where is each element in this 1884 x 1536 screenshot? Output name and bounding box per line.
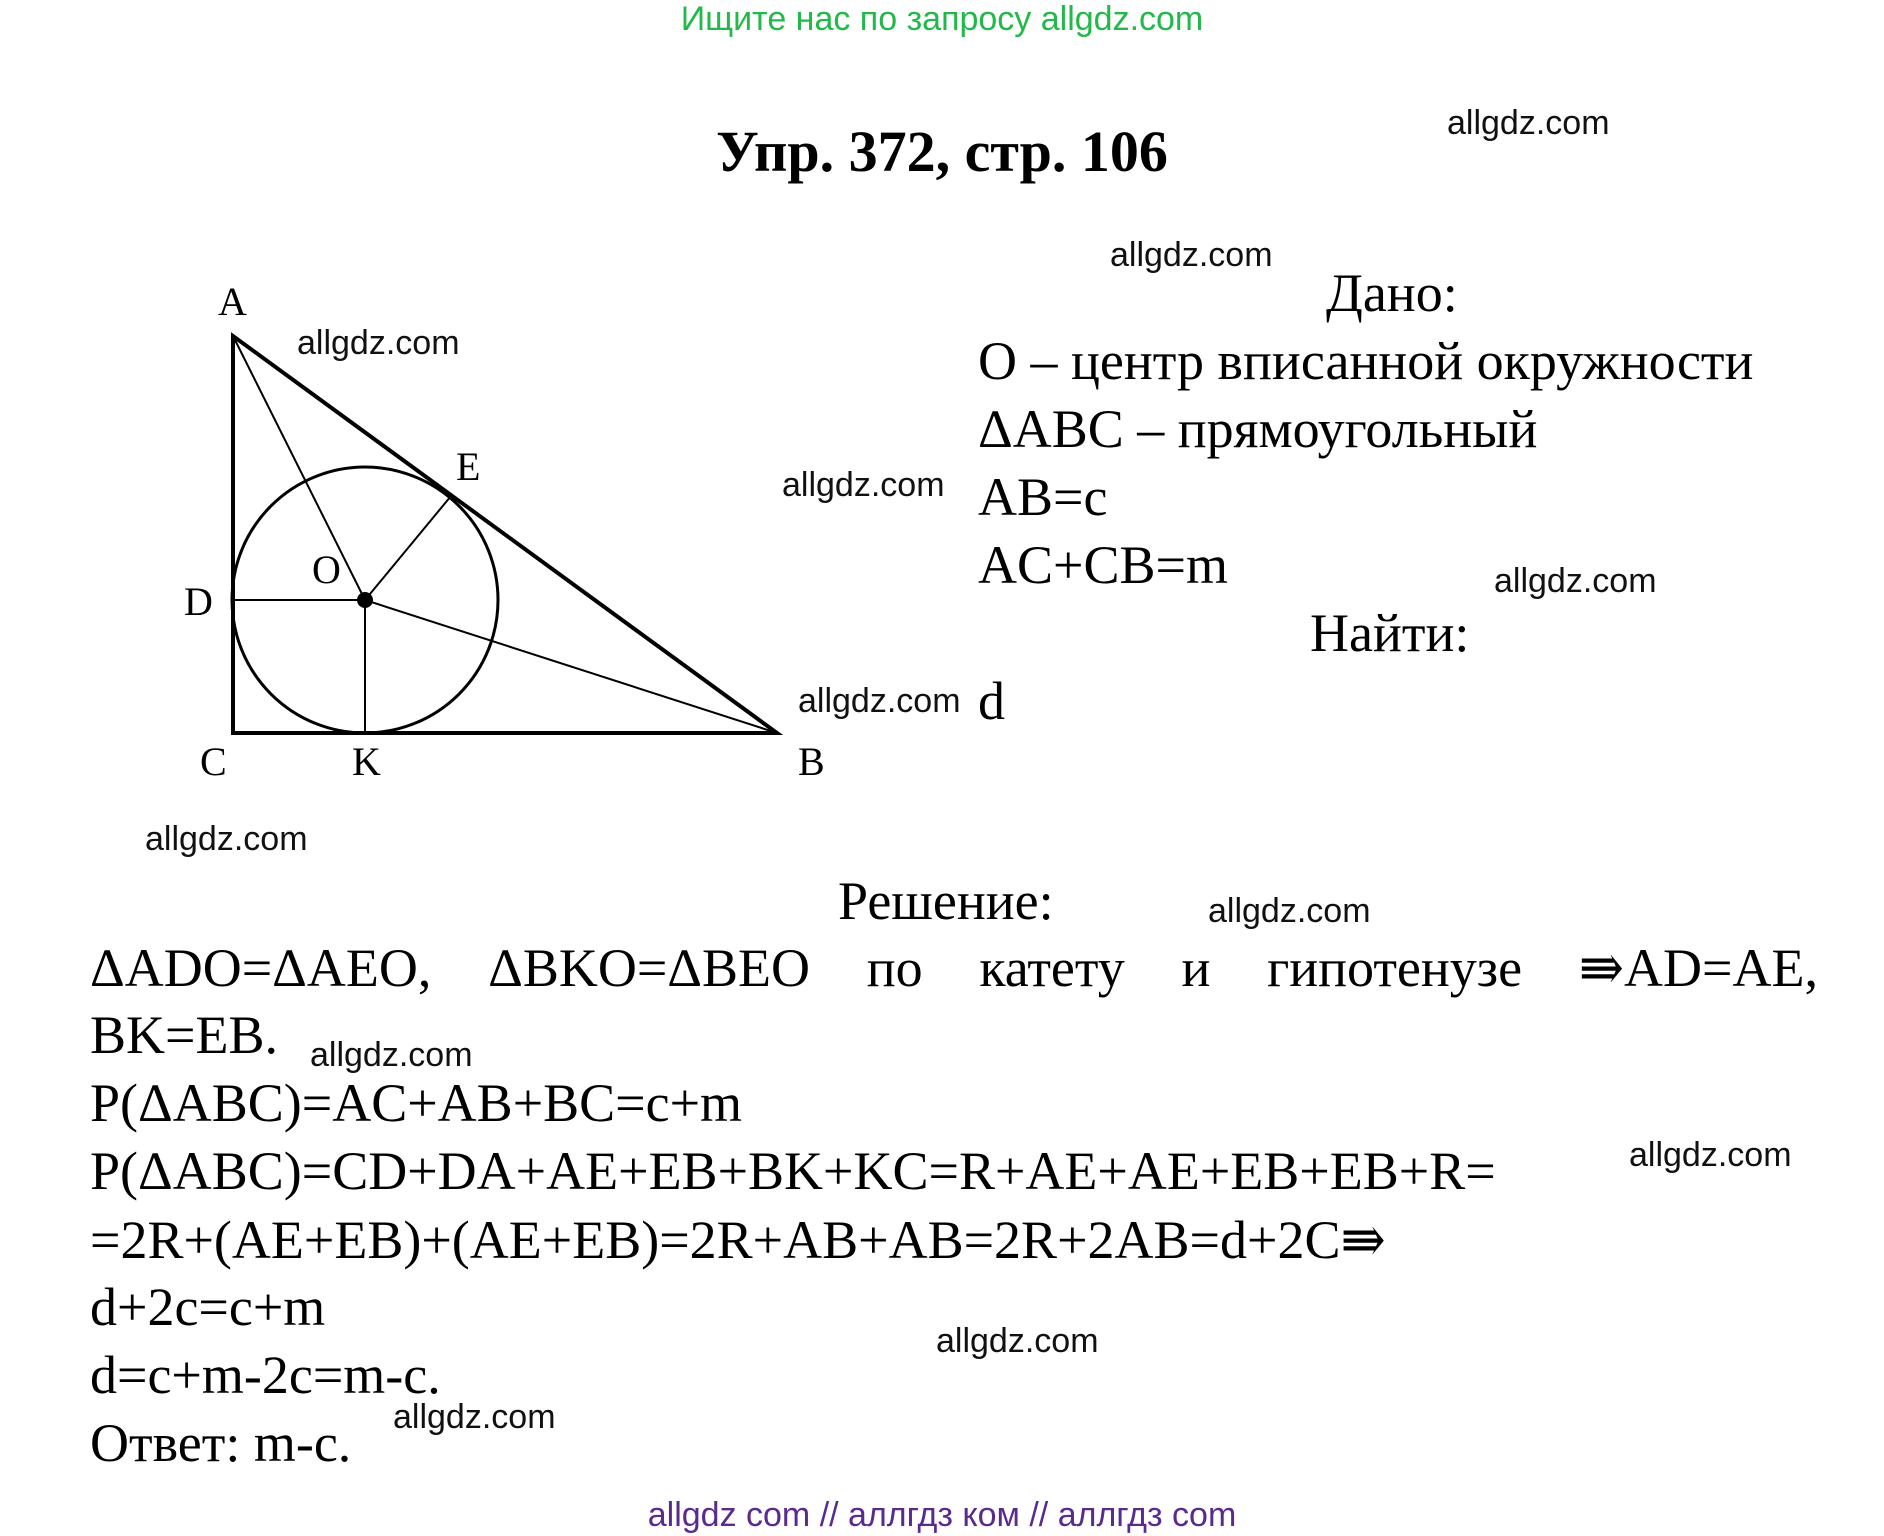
- watermark: allgdz.com: [782, 466, 945, 504]
- segment-bo: [365, 600, 777, 733]
- watermark: allgdz.com: [393, 1398, 556, 1436]
- top-banner: Ищите нас по запросу allgdz.com: [680, 0, 1204, 38]
- find-value: d: [978, 671, 1005, 731]
- solution-line: P(ΔABC)=CD+DA+AE+EB+BK+KC=R+AE+AE+EB+EB+R=: [90, 1141, 1496, 1201]
- page-title: Упр. 372, стр. 106: [716, 119, 1168, 184]
- given-heading: Дано:: [1326, 263, 1458, 323]
- label-a: A: [218, 279, 247, 324]
- triangle-abc: [233, 336, 777, 733]
- given-line: AC+CB=m: [978, 535, 1228, 595]
- solution-line: d=c+m-2c=m-c.: [90, 1345, 441, 1405]
- label-e: E: [456, 444, 481, 489]
- watermark: allgdz.com: [798, 682, 961, 720]
- label-d: D: [184, 579, 213, 624]
- segment-eo: [365, 496, 451, 600]
- given-line: O – центр вписанной окружности: [978, 331, 1754, 391]
- solution-heading: Решение:: [838, 871, 1054, 931]
- footer-links: allgdz com // аллгдз ком // аллгдз com: [647, 1496, 1237, 1534]
- solution-line: ΔADO=ΔAEO, ΔBKO=ΔBEO по катету и гипотенузе ⇛AD=AE,: [90, 938, 1818, 998]
- given-line: ΔABC – прямоугольный: [978, 399, 1538, 459]
- watermark: allgdz.com: [936, 1322, 1099, 1360]
- watermark: allgdz.com: [1494, 562, 1657, 600]
- label-o: O: [312, 547, 341, 592]
- find-heading: Найти:: [1310, 603, 1470, 663]
- label-c: C: [200, 739, 227, 784]
- solution-line: P(ΔABC)=AC+AB+BC=c+m: [90, 1073, 743, 1133]
- solution-line: =2R+(AE+EB)+(AE+EB)=2R+AB+AB=2R+2AB=d+2C⇛: [90, 1210, 1386, 1270]
- label-b: B: [798, 739, 825, 784]
- answer-line: Ответ: m-c.: [90, 1413, 352, 1473]
- watermark: allgdz.com: [1447, 104, 1610, 142]
- watermark: allgdz.com: [1208, 892, 1371, 930]
- center-point-o: [357, 592, 373, 608]
- watermark: allgdz.com: [1629, 1136, 1792, 1174]
- watermark: allgdz.com: [310, 1036, 473, 1074]
- label-k: K: [352, 739, 381, 784]
- watermark: allgdz.com: [1110, 236, 1273, 274]
- watermark: allgdz.com: [145, 820, 308, 858]
- solution-line: d+2c=c+m: [90, 1277, 326, 1337]
- solution-line: BK=EB.: [90, 1005, 278, 1065]
- watermark: allgdz.com: [297, 324, 460, 362]
- given-line: AB=c: [978, 467, 1108, 527]
